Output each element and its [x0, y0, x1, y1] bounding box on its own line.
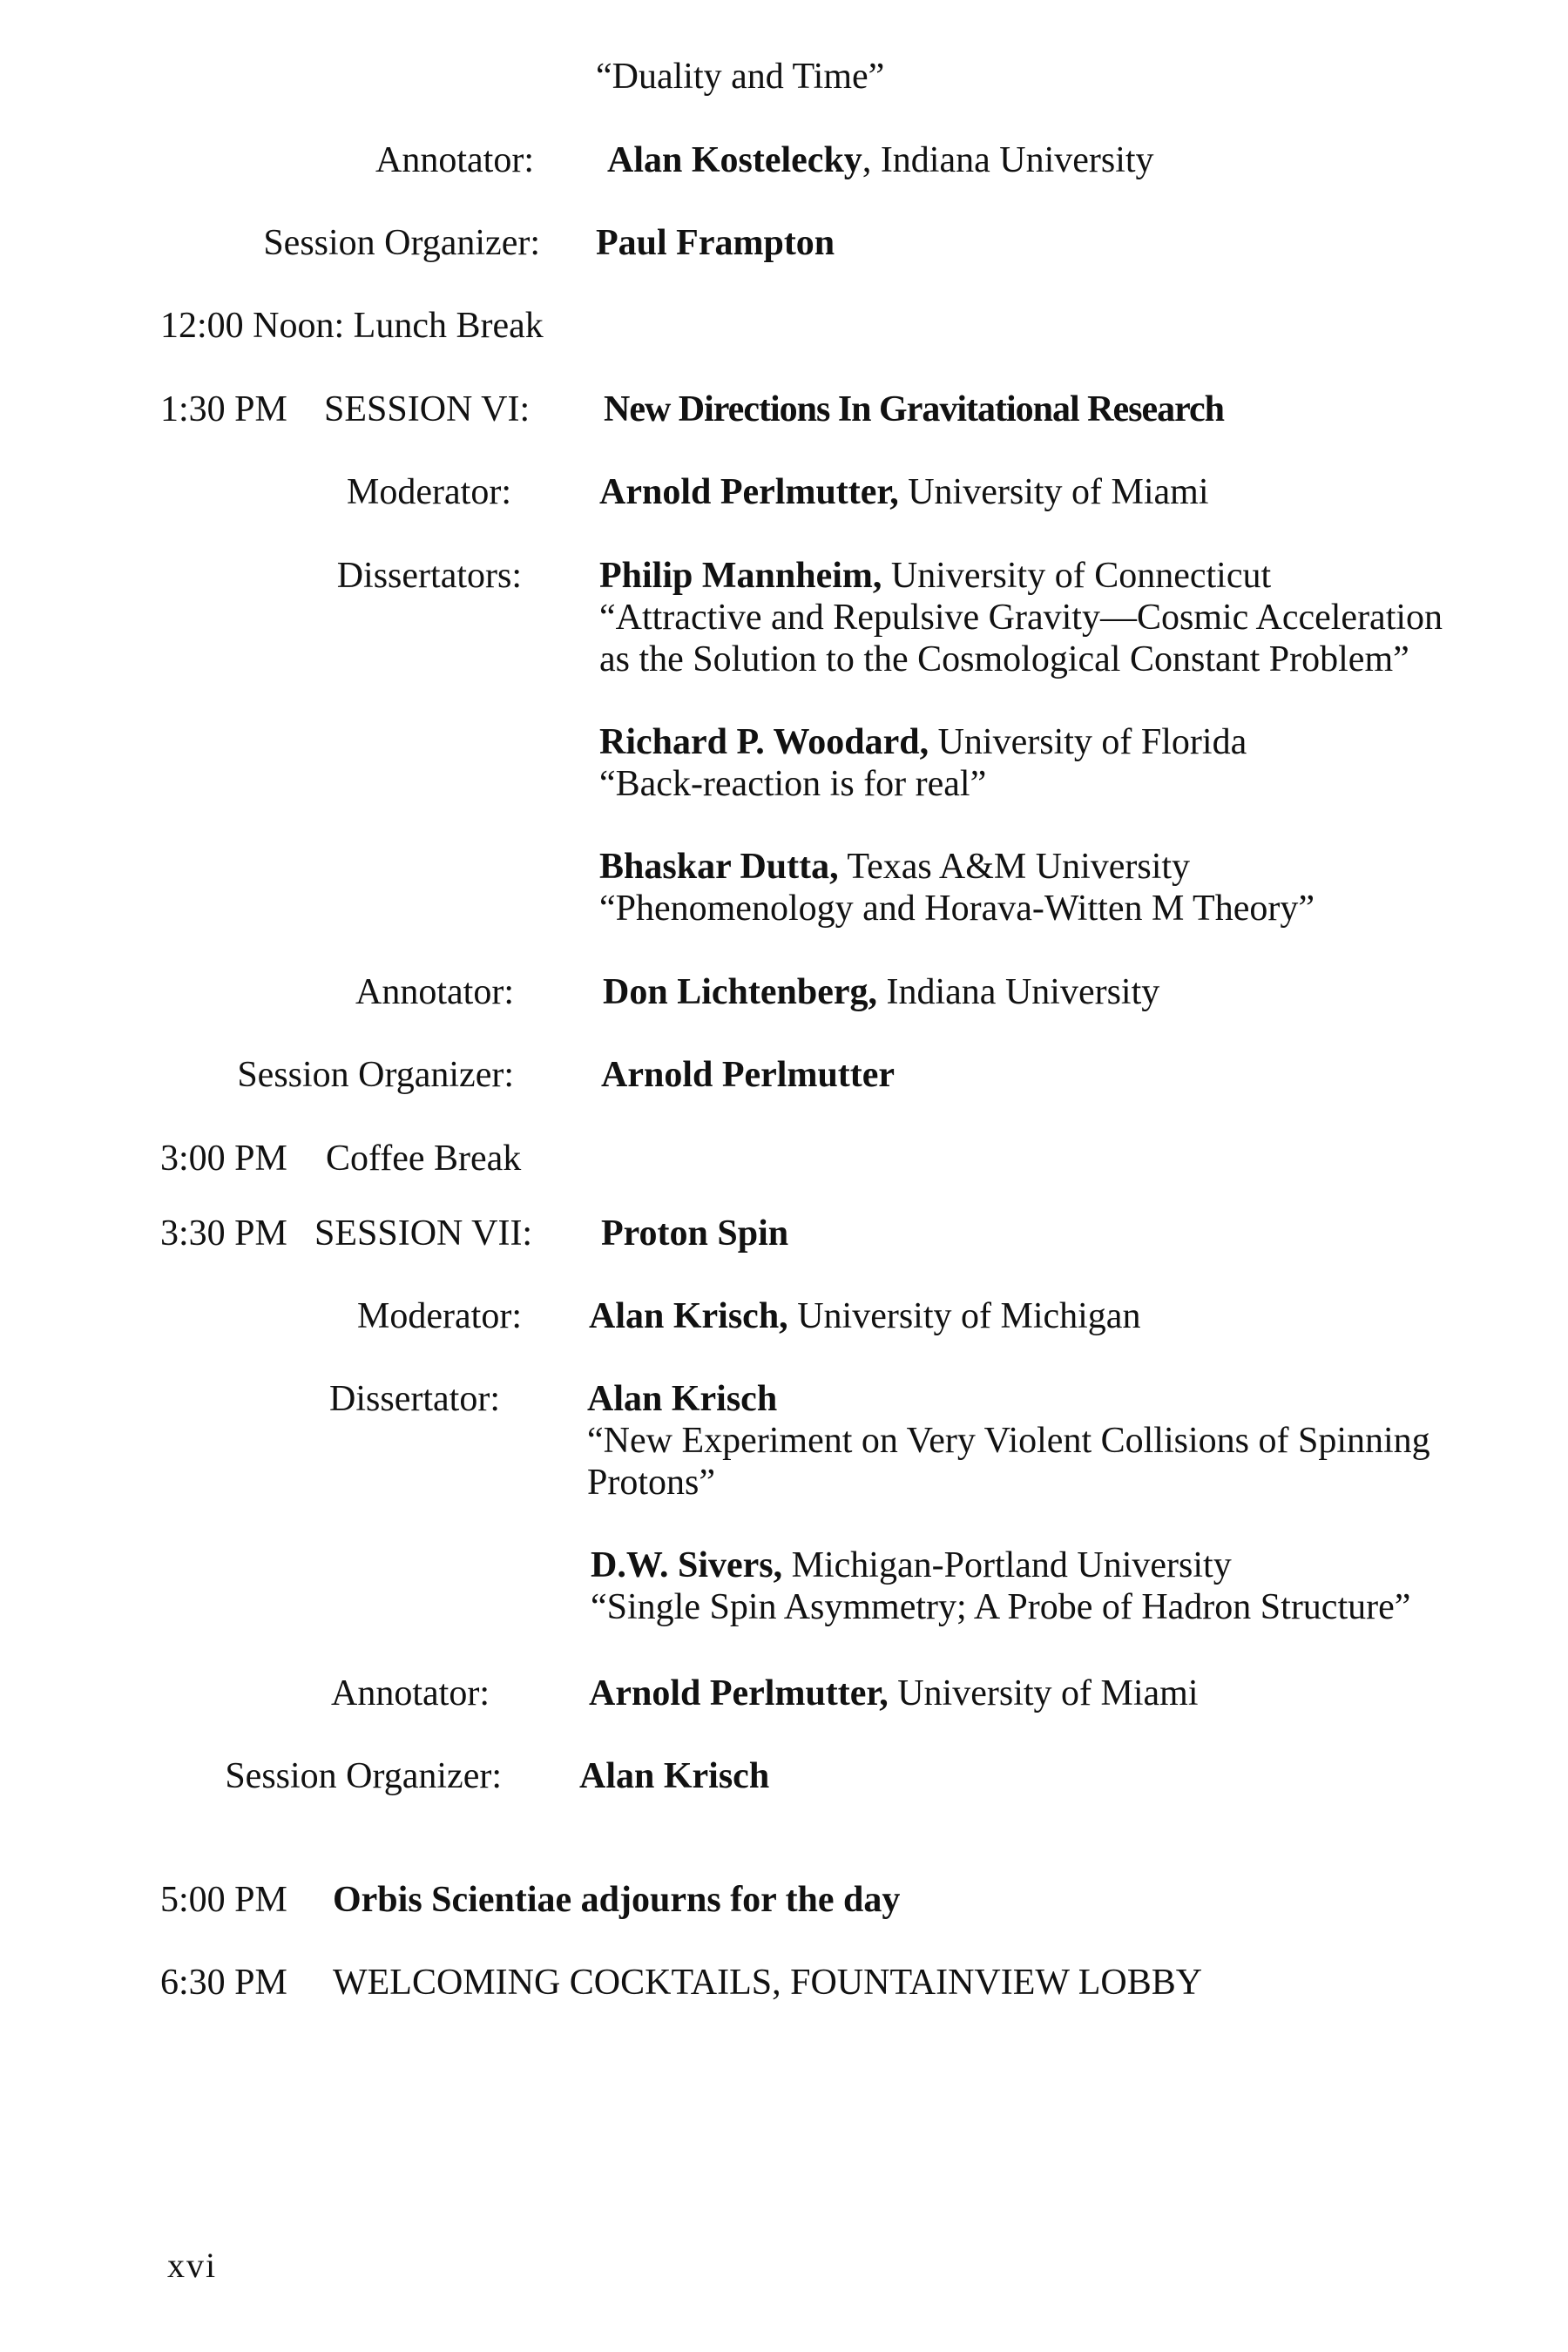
session6-annotator-label: Annotator: — [355, 972, 514, 1012]
session6-moderator-affiliation: University of Miami — [898, 472, 1209, 512]
annotator-name: Alan Kostelecky — [607, 140, 862, 180]
coffee-time: 3:00 PM — [160, 1139, 287, 1179]
session7-dissertator-label: Dissertator: — [329, 1379, 500, 1419]
session6-time: 1:30 PM — [160, 389, 287, 429]
annotator-affiliation: , Indiana University — [862, 140, 1154, 180]
dissertator-affiliation: University of Connecticut — [882, 556, 1272, 596]
dissertator-entry — [587, 1378, 1430, 1504]
session6-organizer-name: Arnold Perlmutter — [601, 1055, 896, 1095]
dissertator-name: Alan Krisch — [587, 1379, 778, 1419]
lunch-break: 12:00 Noon: Lunch Break — [160, 306, 544, 346]
session6-title: New Directions In Gravitational Research — [604, 389, 1225, 429]
session7-moderator-name: Alan Krisch, — [589, 1296, 788, 1336]
session7-moderator — [589, 1295, 1140, 1337]
coffee-break: Coffee Break — [326, 1139, 522, 1179]
dissertator-name: Bhaskar Dutta, — [599, 847, 839, 887]
adjourn-text: Orbis Scientiae adjourns for the day — [333, 1880, 901, 1920]
dissertator-affiliation: University of Florida — [929, 722, 1247, 762]
session7-organizer-name: Alan Krisch — [579, 1756, 770, 1796]
dissertator-entry — [591, 1544, 1410, 1628]
session7-annotator-label: Annotator: — [331, 1673, 490, 1713]
dissertator-name: Philip Mannheim, — [599, 556, 882, 596]
session7-annotator — [589, 1673, 1199, 1714]
session6-moderator — [599, 471, 1209, 513]
session6-annotator — [603, 971, 1159, 1013]
session7-time: 3:30 PM — [160, 1213, 287, 1254]
page-number: xvi — [167, 2246, 218, 2285]
dissertator-affiliation: Texas A&M University — [838, 847, 1191, 887]
session6-moderator-name: Arnold Perlmutter, — [599, 472, 899, 512]
session7-label: SESSION VII: — [314, 1213, 533, 1254]
talk-title-line: Protons” — [587, 1463, 715, 1503]
talk-title-line: “Phenomenology and Horava-Witten M Theory” — [599, 889, 1315, 929]
organizer-label: Session Organizer: — [263, 223, 540, 263]
cocktails-text: WELCOMING COCKTAILS, FOUNTAINVIEW LOBBY — [333, 1963, 1203, 2003]
session7-annotator-affiliation: University of Miami — [888, 1673, 1199, 1713]
talk-title-line: “Back-reaction is for real” — [599, 764, 987, 804]
session7-moderator-affiliation: University of Michigan — [787, 1296, 1141, 1336]
talk-title-line: “Single Spin Asymmetry; A Probe of Hadron Structure” — [591, 1587, 1411, 1627]
dissertator-entry — [599, 721, 1247, 805]
talk-title-line: as the Solution to the Cosmological Constant Problem” — [599, 639, 1409, 679]
session7-annotator-name: Arnold Perlmutter, — [589, 1673, 889, 1713]
organizer-name: Paul Frampton — [596, 223, 835, 263]
session6-annotator-name: Don Lichtenberg, — [603, 972, 877, 1012]
dissertator-affiliation: Michigan-Portland University — [782, 1545, 1232, 1585]
session6-moderator-label: Moderator: — [347, 472, 511, 512]
dissertator-name: D.W. Sivers, — [591, 1545, 783, 1585]
annotator-label: Annotator: — [375, 140, 534, 180]
dissertator-entry — [599, 555, 1443, 680]
session6-annotator-affiliation: Indiana University — [877, 972, 1160, 1012]
session7-organizer-label: Session Organizer: — [225, 1756, 502, 1796]
session7-moderator-label: Moderator: — [357, 1296, 522, 1336]
adjourn-time: 5:00 PM — [160, 1880, 287, 1920]
session6-label: SESSION VI: — [324, 389, 531, 429]
session6-dissertators-label: Dissertators: — [336, 556, 522, 596]
talk-title-line: “New Experiment on Very Violent Collisions of Spinning — [587, 1421, 1430, 1461]
session6-organizer-label: Session Organizer: — [237, 1055, 514, 1095]
dissertator-entry — [599, 846, 1315, 929]
dissertator-name: Richard P. Woodard, — [599, 722, 929, 762]
talk-title-line: “Attractive and Repulsive Gravity—Cosmic Acceleration — [599, 598, 1443, 638]
cocktails-time: 6:30 PM — [160, 1963, 287, 2003]
session7-title: Proton Spin — [601, 1213, 789, 1254]
talk-title: “Duality and Time” — [596, 57, 885, 97]
annotator-entry — [607, 139, 1154, 181]
